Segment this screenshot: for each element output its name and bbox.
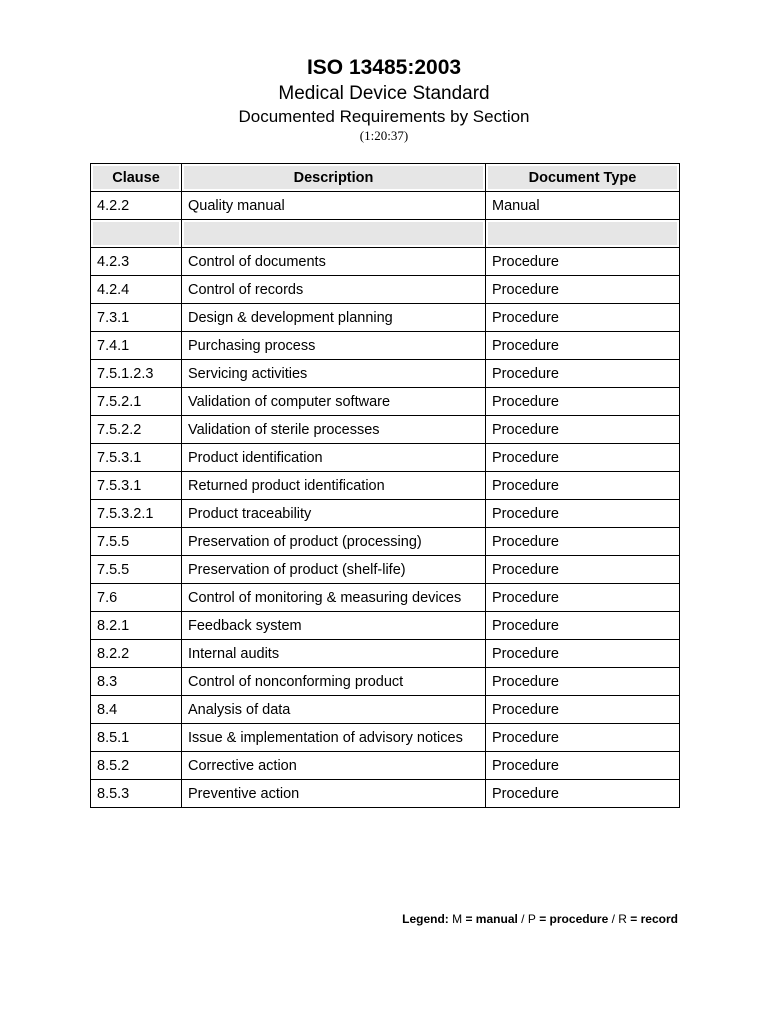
cell-document-type: Procedure <box>486 612 680 640</box>
table-row <box>91 220 680 248</box>
legend-p-text: = procedure <box>539 912 609 926</box>
cell-description: Issue & implementation of advisory notices <box>182 724 486 752</box>
cell-document-type: Procedure <box>486 472 680 500</box>
legend-r-text: = record <box>630 912 678 926</box>
cell-description: Servicing activities <box>182 360 486 388</box>
cell-description: Validation of computer software <box>182 388 486 416</box>
cell-clause: 7.5.2.1 <box>91 388 182 416</box>
cell-clause: 7.5.2.2 <box>91 416 182 444</box>
cell-document-type: Procedure <box>486 668 680 696</box>
table-row <box>91 276 680 304</box>
cell-document-type: Procedure <box>486 752 680 780</box>
table-row <box>91 192 680 220</box>
cell-clause: 7.5.3.1 <box>91 444 182 472</box>
table-row <box>91 584 680 612</box>
table-row <box>91 556 680 584</box>
document-section-heading: Documented Requirements by Section <box>238 107 530 126</box>
table-row <box>91 724 680 752</box>
cell-document-type <box>486 220 680 248</box>
cell-document-type: Procedure <box>486 444 680 472</box>
legend-m-text: = manual <box>465 912 518 926</box>
cell-document-type: Procedure <box>486 696 680 724</box>
cell-document-type: Procedure <box>486 640 680 668</box>
table-row <box>91 248 680 276</box>
cell-description: Control of records <box>182 276 486 304</box>
table-row <box>91 696 680 724</box>
cell-clause: 8.3 <box>91 668 182 696</box>
cell-description: Design & development planning <box>182 304 486 332</box>
cell-clause: 7.3.1 <box>91 304 182 332</box>
cell-clause: 7.5.5 <box>91 556 182 584</box>
cell-description: Returned product identification <box>182 472 486 500</box>
timestamp: (1:20:37) <box>359 128 409 143</box>
cell-document-type: Procedure <box>486 584 680 612</box>
cell-clause: 8.5.1 <box>91 724 182 752</box>
table-row <box>91 780 680 808</box>
cell-clause: 4.2.2 <box>91 192 182 220</box>
cell-document-type: Procedure <box>486 360 680 388</box>
cell-clause: 8.4 <box>91 696 182 724</box>
cell-document-type: Procedure <box>486 528 680 556</box>
table-row <box>91 444 680 472</box>
cell-description: Purchasing process <box>182 332 486 360</box>
cell-document-type: Procedure <box>486 416 680 444</box>
cell-clause: 7.4.1 <box>91 332 182 360</box>
cell-clause: 7.5.3.1 <box>91 472 182 500</box>
legend <box>402 912 678 926</box>
cell-description: Preservation of product (processing) <box>182 528 486 556</box>
cell-clause: 7.5.5 <box>91 528 182 556</box>
table-row <box>91 332 680 360</box>
cell-description: Product traceability <box>182 500 486 528</box>
cell-description: Feedback system <box>182 612 486 640</box>
cell-clause: 4.2.4 <box>91 276 182 304</box>
cell-clause: 8.5.2 <box>91 752 182 780</box>
table-row <box>91 388 680 416</box>
legend-r-letter: R <box>618 912 627 926</box>
table-row <box>91 416 680 444</box>
cell-clause <box>91 220 182 248</box>
cell-description: Corrective action <box>182 752 486 780</box>
document-subtitle: Medical Device Standard <box>278 83 490 104</box>
cell-document-type: Procedure <box>486 500 680 528</box>
cell-document-type: Procedure <box>486 388 680 416</box>
legend-m-letter: M <box>452 912 463 926</box>
cell-clause: 8.2.2 <box>91 640 182 668</box>
table-row <box>91 640 680 668</box>
cell-clause: 7.6 <box>91 584 182 612</box>
table-header-row <box>91 164 680 192</box>
cell-document-type: Procedure <box>486 724 680 752</box>
cell-clause: 4.2.3 <box>91 248 182 276</box>
document-title: ISO 13485:2003 <box>306 56 462 79</box>
cell-description: Control of monitoring & measuring devices <box>182 584 486 612</box>
table-row <box>91 752 680 780</box>
cell-description: Control of documents <box>182 248 486 276</box>
cell-description: Analysis of data <box>182 696 486 724</box>
cell-description: Preservation of product (shelf-life) <box>182 556 486 584</box>
table-row <box>91 360 680 388</box>
table-row <box>91 472 680 500</box>
cell-clause: 7.5.1.2.3 <box>91 360 182 388</box>
cell-description: Internal audits <box>182 640 486 668</box>
legend-p-letter: P <box>527 912 536 926</box>
column-header-clause: Clause <box>91 164 182 192</box>
table-row <box>91 612 680 640</box>
table-row <box>91 668 680 696</box>
legend-label: Legend: <box>402 912 449 926</box>
cell-document-type: Procedure <box>486 248 680 276</box>
table-row <box>91 528 680 556</box>
table-row <box>91 304 680 332</box>
cell-document-type: Procedure <box>486 780 680 808</box>
cell-document-type: Procedure <box>486 556 680 584</box>
column-header-document-type: Document Type <box>486 164 680 192</box>
cell-description: Validation of sterile processes <box>182 416 486 444</box>
cell-document-type: Procedure <box>486 276 680 304</box>
legend-separator: / <box>611 912 615 926</box>
cell-description: Quality manual <box>182 192 486 220</box>
cell-description: Control of nonconforming product <box>182 668 486 696</box>
column-header-description: Description <box>182 164 486 192</box>
cell-document-type: Procedure <box>486 304 680 332</box>
cell-description: Product identification <box>182 444 486 472</box>
cell-description <box>182 220 486 248</box>
cell-clause: 8.2.1 <box>91 612 182 640</box>
cell-document-type: Procedure <box>486 332 680 360</box>
cell-clause: 8.5.3 <box>91 780 182 808</box>
legend-separator: / <box>521 912 525 926</box>
cell-clause: 7.5.3.2.1 <box>91 500 182 528</box>
requirements-table <box>90 163 680 808</box>
cell-document-type: Manual <box>486 192 680 220</box>
cell-description: Preventive action <box>182 780 486 808</box>
table-body <box>91 192 680 808</box>
table-row <box>91 500 680 528</box>
